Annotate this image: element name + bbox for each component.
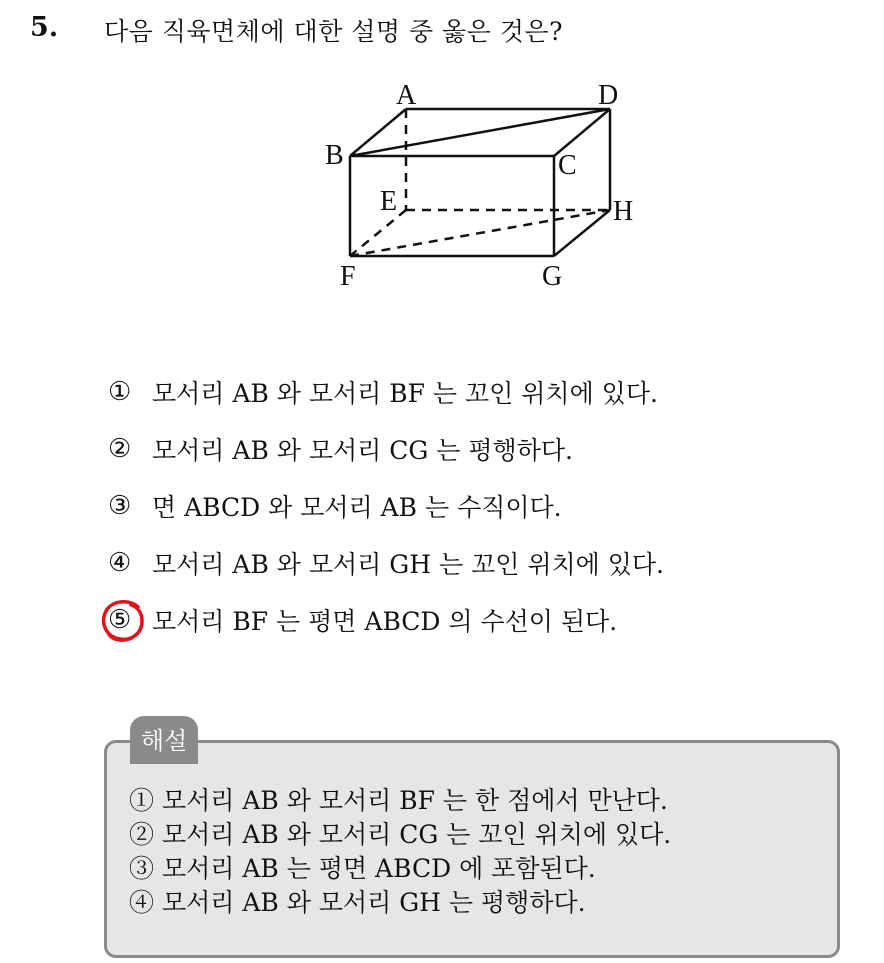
explanation-tab: 해설 [130,716,198,764]
edge-CD [554,109,610,156]
choice-text: 모서리 BF 는 평면 ABCD 의 수선이 된다. [152,607,618,636]
label-E: E [380,186,398,217]
choice-text: 모서리 AB 와 모서리 GH 는 꼬인 위치에 있다. [152,550,664,579]
choice-1[interactable] [108,372,658,412]
label-C: C [558,150,577,181]
choice-3[interactable] [108,486,562,526]
explanation-line-2: ② 모서리 AB 와 모서리 CG 는 꼬인 위치에 있다. [129,820,672,849]
choice-text: 모서리 AB 와 모서리 BF 는 꼬인 위치에 있다. [152,379,658,408]
label-F: F [340,261,356,292]
edge-GH [554,210,610,256]
choice-4[interactable] [108,543,664,583]
choice-number: ④ [108,548,132,578]
choice-5[interactable] [108,600,617,640]
label-G: G [542,261,563,292]
question-text: 다음 직육면체에 대한 설명 중 옳은 것은? [104,17,563,46]
explanation-line-3: ③ 모서리 AB 는 평면 ABCD 에 포함된다. [129,854,596,883]
choice-number: ③ [108,491,132,521]
label-D: D [598,80,619,111]
choice-text: 모서리 AB 와 모서리 CG 는 평행하다. [152,436,573,465]
diagonal-BD [350,109,610,156]
label-H: H [613,196,634,227]
question-number: 5. [30,12,59,43]
label-B: B [325,140,344,171]
choice-2[interactable] [108,429,573,469]
cuboid-figure [320,78,650,298]
label-A: A [396,80,417,111]
hidden-edge-EF [350,210,406,256]
explanation-line-1: ① 모서리 AB 와 모서리 BF 는 한 점에서 만난다. [129,786,668,815]
answer-mark-circle [98,595,148,645]
choice-number: ② [108,434,132,464]
choice-number: ⑤ [108,605,132,635]
choice-number: ① [108,377,132,407]
choice-text: 면 ABCD 와 모서리 AB 는 수직이다. [152,493,562,522]
explanation-line-4: ④ 모서리 AB 와 모서리 GH 는 평행하다. [129,888,586,917]
edge-AB [350,109,406,156]
explanation-box [104,740,840,958]
